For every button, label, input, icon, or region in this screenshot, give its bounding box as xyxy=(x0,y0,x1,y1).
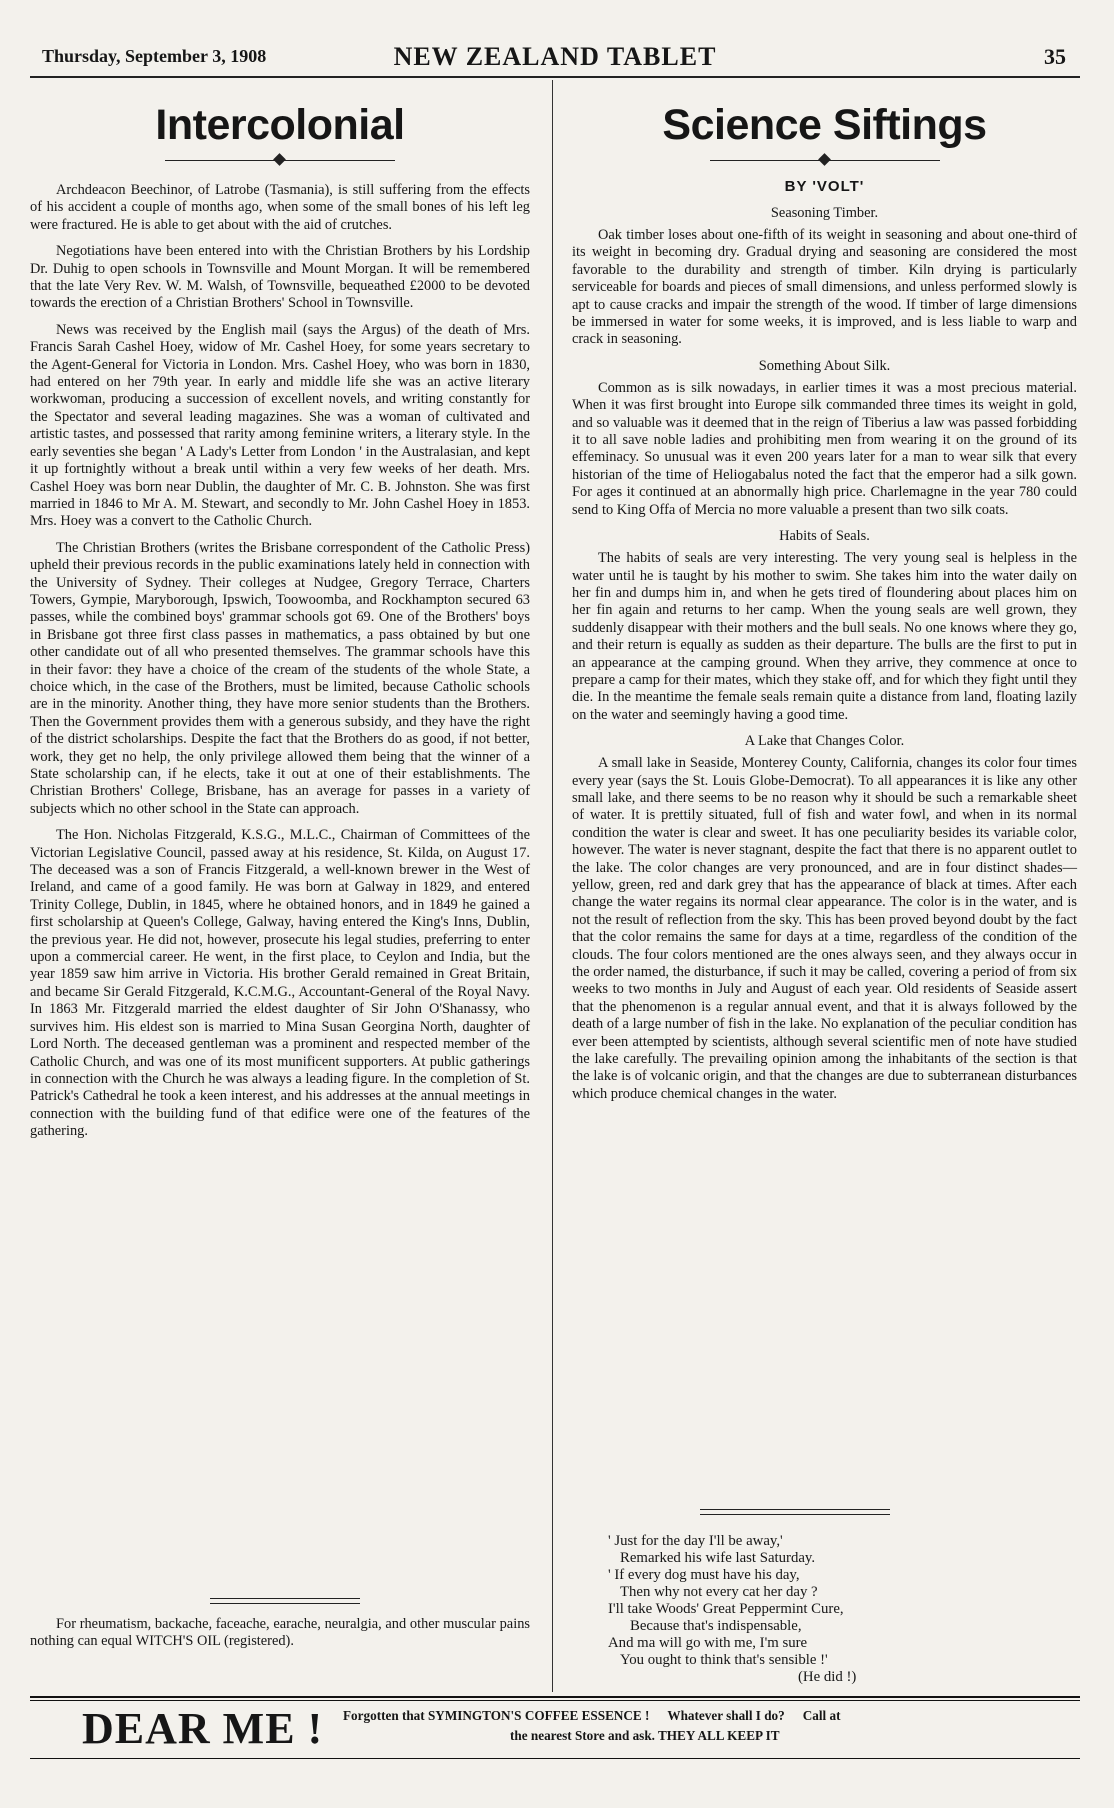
advert-text: For rheumatism, backache, faceache, earache, neuralgia, and other muscular pains nothing can equal WITCH'S OIL (registered). xyxy=(30,1616,530,1650)
byline: BY 'VOLT' xyxy=(784,178,865,195)
page-number: 35 xyxy=(1044,44,1066,69)
dear-me-headline: DEAR ME ! xyxy=(82,1704,324,1753)
article-paragraph: The habits of seals are very interesting. The very young seal is helpless in the water until he is taught by his mother to swim. She takes him into the water daily on her fin and dumps him in, and when he gets tired of floundering about places him on her fin again and returns to her camp. When the young seals are well grown, they suddenly disappear with their mothers and the bull seals. No one knows where they go, and their return is equally as sudden as their departure. The bulls are the first to put in an appearance at the camping ground. When they arrive, they commence at once to prepare a camp for their mates, which they stake off, and for which they fight until they die. In the meantime the female seals remain quite a distance from land, floating lazily on the water and seemingly having a good time. xyxy=(572,550,1077,723)
article-paragraph: News was received by the English mail (says the Argus) of the death of Mrs. Francis Sarah Cashel Hoey, widow of Mr. Cashel Hoey, for some years secretary to the Agent-General for Victoria in London. Mrs. Cashel Hoey, who was born in 1830, had entered on her 79th year. In early and middle life she was an active literary workwoman, producing a succession of excellent novels, and writing constantly for the Spectator and several leading magazines. She was a woman of cultivated and artistic tastes, and possessed that rarity among feminine writers, a literary style. In the early seventies she began ' A Lady's Letter from London ' in the Australasian, and kept it up fortnightly without a break until within a very few weeks of her death. Mrs. Cashel Hoey was born near Dublin, the daughter of Mr. C. B. Johnston. She was first married in 1846 to Mr A. M. Stewart, and secondly to Mr. John Cashel Hoey in 1853. Mrs. Hoey was a convert to the Catholic Church. xyxy=(30,321,530,530)
article-paragraph: The Hon. Nicholas Fitzgerald, K.S.G., M.L.C., Chairman of Committees of the Victorian Legislative Council, passed away at his residence, St. Kilda, on August 17. The deceased was a son of Francis Fitzgerald, a well-known brewer in the West of Ireland, and came of a good family. He was born at Galway in 1829, and entered Trinity College, Dublin, in 1845, where he obtained honors, and in 1849 he gained a first scholarship at Queen's College, Galway, having entered the King's Inns, Dublin, the previous year. He did not, however, prosecute his legal studies, preferring to enter upon a commercial career. He went, in the first place, to Ceylon and India, but the year 1859 saw him arrive in Victoria. His brother Gerald remained in Great Britain, and became Sir Gerald Fitzgerald, K.C.M.G., Accountant-General of the Royal Navy. In 1863 Mr. Fitzgerald married the eldest daughter of Sir John O'Shanassy, who survives him. His eldest son is married to Mina Susan Georgina North, daughter of Lord North. The deceased gentleman was a prominent and respected member of the Catholic Church, and was one of its most munificent supporters. At public gatherings in connection with the Church he was always a leading figure. In the completion of St. Patrick's Cathedral he took a keen interest, and his addresses at the annual meetings in connection with the building fund of that edifice were one of the features of the gathering. xyxy=(30,827,530,1140)
advert-text: Call at xyxy=(802,1708,841,1723)
peppermint-cure-poem xyxy=(608,1533,1028,1686)
poem-line: ' If every dog must have his day, xyxy=(608,1567,800,1583)
poem-line: ' Just for the day I'll be away,' xyxy=(608,1533,783,1549)
diamond-ornament-icon xyxy=(273,153,286,166)
poem-line: (He did !) xyxy=(798,1669,857,1685)
masthead-rule xyxy=(30,76,1080,78)
coffee-essence-advert-line: the nearest Store and ask. THEY ALL KEEP IT xyxy=(510,1728,780,1743)
footer-rule xyxy=(30,1696,1080,1698)
footer-rule xyxy=(30,1758,1080,1759)
science-siftings-title: Science Siftings xyxy=(662,101,987,149)
ornament-rule xyxy=(165,154,395,168)
subheading: Something About Silk. xyxy=(758,357,891,374)
ornament-rule xyxy=(710,154,940,168)
advert-text: Whatever shall I do? xyxy=(667,1708,785,1723)
article-paragraph: The Christian Brothers (writes the Brisbane correspondent of the Catholic Press) upheld their previous records in the public examinations lately held in connection with the University of Sydney. Their colleges at Nudgee, Gregory Terrace, Charters Towers, Gympie, Maryborough, Ipswich, Toowoomba, and Rockhampton secured 63 passes, while the combined boys' grammar schools got 69. One of the Brothers' boys in Brisbane got three first class passes in mathematics, a pass obtained by but one other candidate out of all who presented themselves. The grammar schools have this in their favor: they have a choice of the cream of the students of the whole State, a choice which, in the case of the Brothers, must be limited, because Catholic schools are in the minority. Another thing, they have more senior students than the Brothers. Then the Government provides them with a generous subsidy, and they have the right of the district scholarships. Despite the fact that the Brothers do as good, if not better, work, they get no help, the only privilege allowed them being that the winner of a State scholarship can, if he elects, take it out at one of their establishments. The Christian Brothers' College, Brisbane, has an average for passes in a variety of subjects which no other school in the State can approach. xyxy=(30,539,530,817)
article-paragraph: Common as is silk nowadays, in earlier times it was a most precious material. When it was first brought into Europe silk commanded three times its weight in gold, and so valuable was it deemed that in the reign of Tiberius a law was passed forbidding it to all save noble ladies and prohibiting men from wearing it on the ground of its effeminacy. So unusual was it even 200 years later for a man to wear silk that every historian of the time of Heliogabalus noted the fact that the emperor had a silk gown. For ages it continued at an abnormally high price. Charlemagne in the year 780 could send to King Offa of Mercia no more valuable a present than two silk coats. xyxy=(572,379,1077,518)
poem-line: I'll take Woods' Great Peppermint Cure, xyxy=(608,1601,844,1617)
poem-line: And ma will go with me, I'm sure xyxy=(608,1635,808,1651)
article-paragraph: Oak timber loses about one-fifth of its weight in seasoning and about one-third of its weight in becoming dry. Gradual drying and seasoning are considered the most favorable to the durability and strength of timber. Kiln drying is particularly serviceable for boards and pieces of small dimensions, and unless performed slowly is apt to cause cracks and impair the strength of the wood. If timber of large dimensions be immersed in water for some weeks, it is improved, and is less liable to warp and crack in seasoning. xyxy=(572,227,1077,348)
issue-date: Thursday, September 3, 1908 xyxy=(42,46,267,66)
double-rule xyxy=(210,1598,360,1604)
intercolonial-column xyxy=(30,82,530,1150)
subheading: Habits of Seals. xyxy=(779,528,870,545)
advert-text: Forgotten that SYMINGTON'S COFFEE ESSENCE ! xyxy=(343,1708,650,1723)
poem-line: Remarked his wife last Saturday. xyxy=(620,1550,816,1566)
poem-line: You ought to think that's sensible !' xyxy=(620,1652,828,1668)
poem-line: Then why not every cat her day ? xyxy=(620,1584,818,1600)
article-paragraph: Negotiations have been entered into with the Christian Brothers by his Lordship Dr. Duhig to open schools in Townsville and Mount Morgan. It will be remembered that the late Very Rev. W. M. Walsh, of Townsville, bequeathed £2000 to be devoted towards the erection of a Christian Brothers' School in Townsville. xyxy=(30,243,530,312)
newspaper-title: NEW ZEALAND TABLET xyxy=(393,42,717,71)
subheading: A Lake that Changes Color. xyxy=(744,733,905,750)
double-rule xyxy=(700,1509,890,1515)
subheading: Seasoning Timber. xyxy=(770,205,879,221)
poem-line: Because that's indispensable, xyxy=(630,1618,802,1634)
witchs-oil-advert xyxy=(30,1616,530,1660)
intercolonial-title: Intercolonial xyxy=(155,101,405,149)
diamond-ornament-icon xyxy=(818,153,831,166)
science-siftings-column xyxy=(572,82,1077,1112)
masthead xyxy=(30,40,1080,74)
article-paragraph: Archdeacon Beechinor, of Latrobe (Tasmania), is still suffering from the effects of his accident a couple of months ago, when some of the small bones of his left leg were fractured. He is able to get about with the aid of crutches. xyxy=(30,182,530,233)
coffee-essence-advert-line xyxy=(343,1708,840,1724)
footer-rule xyxy=(30,1700,1080,1701)
article-paragraph: A small lake in Seaside, Monterey County, California, changes its color four times every year (says the St. Louis Globe-Democrat). To all appearances it is like any other small lake, and there seems to be no reason why it should be such a remarkable sheet of water. It is prettily situated, full of fish and water fowl, and when in its normal condition the water is clear and sweet. It has one peculiarity besides its variable color, however. The water is never stagnant, despite the fact that there is no apparent outlet to the lake. The color changes are very pronounced, and are in four distinct shades—yellow, green, red and dark grey that has the appearance of black at times. After each change the water regains its normal clear appearance. The color is in the water, and is not the result of reflection from the sky. This has been proved beyond doubt by the fact that the color remains the same for days at a time, regardless of the condition of the clouds. The four colors mentioned are the ones always seen, and they always occur in the order named, the disturbance, if such it may be called, covering a period of from six weeks to two months in July and August of each year. Old residents of Seaside assert that the phenomenon is a regular annual event, and that it is always followed by the death of a large number of fish in the lake. No explanation of the peculiar condition has ever been attempted by scientists, although several scientific men of note have studied the lake carefully. The prevailing opinion among the inhabitants of the section is that the lake is of volcanic origin, and that the changes are due to subterranean disturbances which produce chemical changes in the water. xyxy=(572,755,1077,1102)
column-divider xyxy=(552,80,553,1692)
